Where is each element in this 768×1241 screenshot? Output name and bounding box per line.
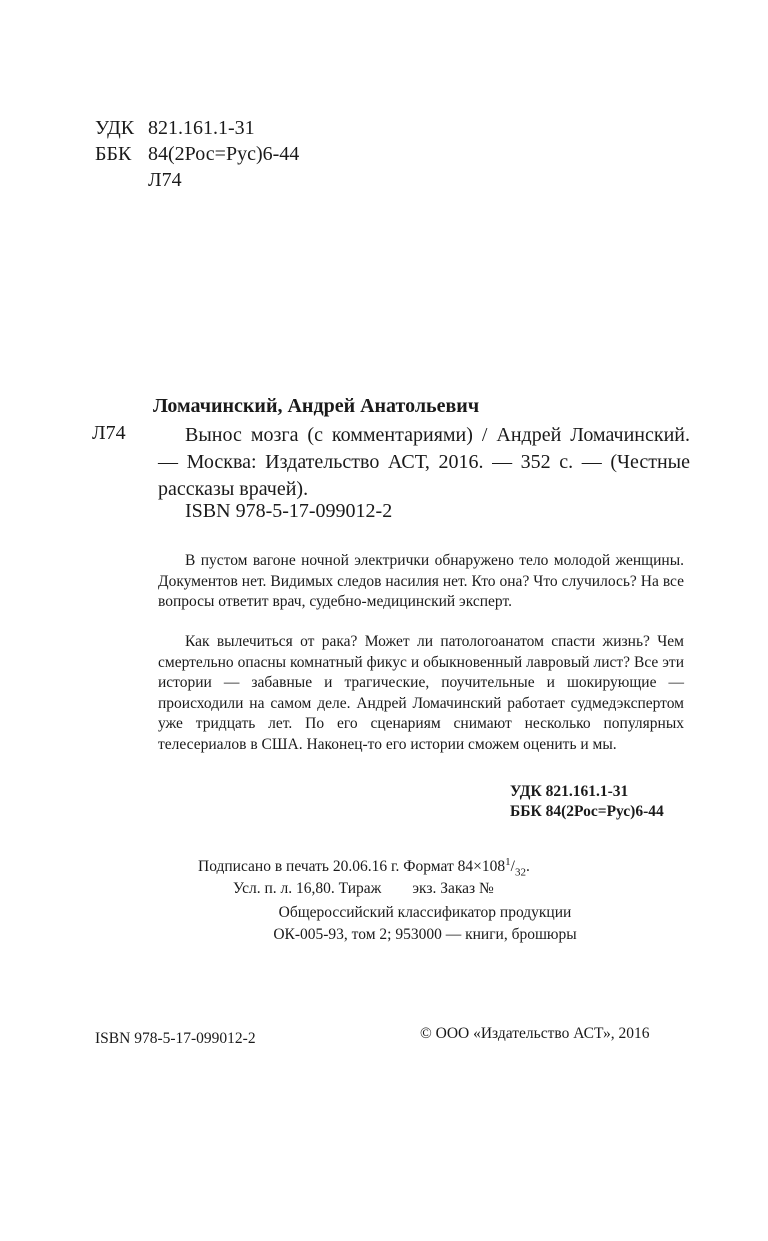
author-sign: Л74 — [92, 422, 126, 444]
format-numerator: 1 — [505, 856, 511, 868]
bbk-label: ББК — [95, 143, 132, 165]
imprint-line-1: Подписано в печать 20.06.16 г. Формат $84\times 108^1/_{32}$. — [198, 856, 530, 879]
imprint-line-1-text: Подписано в печать 20.06.16 г. Формат 84×108 — [198, 858, 506, 876]
bbk-value: 84(2Рос=Рус)6-44 — [148, 143, 300, 165]
imprint-line-4: ОК-005-93, том 2; 953000 — книги, брошюры — [273, 926, 577, 943]
imprint-line-1-end: . — [525, 858, 530, 876]
author-sign-header: Л74 — [148, 169, 182, 191]
format-denominator: 32 — [514, 866, 526, 879]
udk-value: 821.161.1-31 — [148, 117, 255, 139]
bibliographic-description: Вынос мозга (с комментариями) / Андрей Ломачинский. — Москва: Издательство АСТ, 2016. — 352 с. — (Честные рассказы врачей). — [158, 424, 690, 500]
imprint-line-2: Усл. п. л. 16,80. Тираж экз. Заказ № — [233, 880, 494, 897]
copyright: © ООО «Издательство АСТ», 2016 — [420, 1025, 650, 1042]
author-heading: Ломачинский, Андрей Анатольевич — [153, 395, 480, 417]
footer-isbn: ISBN 978-5-17-099012-2 — [95, 1030, 256, 1047]
record-isbn: ISBN 978-5-17-099012-2 — [185, 500, 393, 522]
bbk-right: ББК 84(2Рос=Рус)6-44 — [510, 803, 664, 820]
imprint-line-3: Общероссийский классификатор продукции — [278, 904, 572, 921]
annotation-paragraph-1: В пустом вагоне ночной электрички обнаружено тело молодой женщины. Документов нет. Видимых следов насилия нет. Кто она? Что случилось? На все вопросы ответит врач, судебно-медицинский эксперт. — [158, 552, 684, 610]
udk-label: УДК — [95, 117, 135, 139]
annotation-paragraph-2: Как вылечиться от рака? Может ли патологоанатом спасти жизнь? Чем смертельно опасны комнатный фикус и обыкновенный лавровый лист? Все эти истории — забавные и трагические, поучительные и шокирующие — происходили на самом деле. Андрей Ломачинский работает судмедэкспертом уже тридцать лет. По его сценариям снимают несколько популярных телесериалов в США. Наконец-то его истории сможем оценить и мы. — [158, 633, 684, 753]
udk-right: УДК 821.161.1-31 — [510, 783, 629, 800]
